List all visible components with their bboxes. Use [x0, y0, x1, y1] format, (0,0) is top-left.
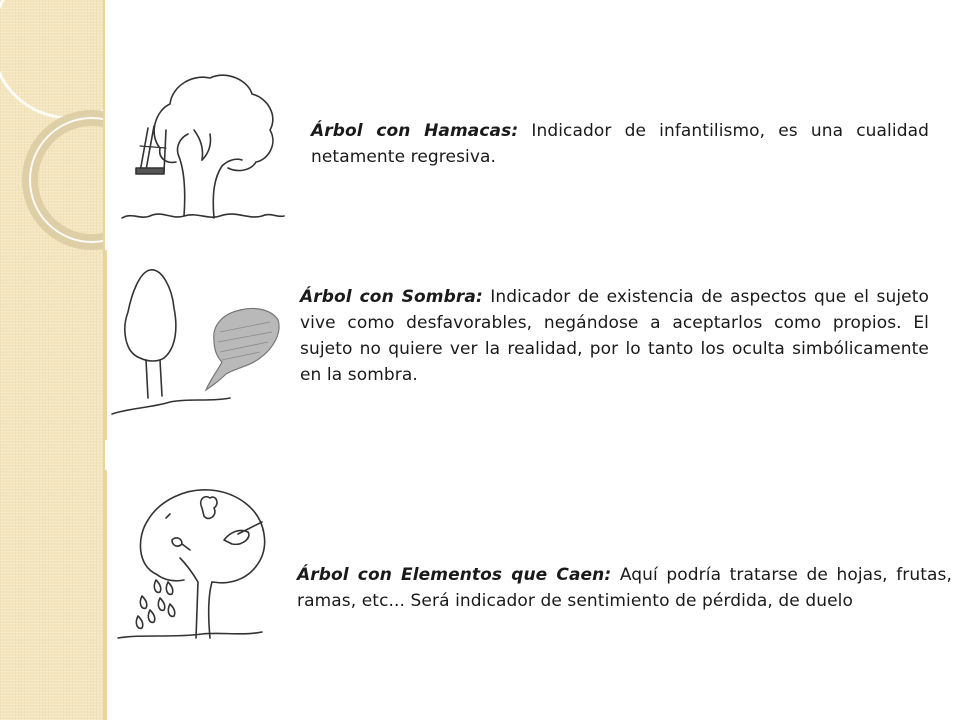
tree-with-falling-elements-drawing: [112, 478, 282, 648]
tree-with-shadow-drawing: [110, 262, 290, 422]
decorative-side-strip: [0, 0, 106, 720]
strip-edge-highlight: [105, 440, 107, 470]
entry-tree-with-shadow: [300, 284, 929, 388]
entry-tree-with-swing: [311, 118, 929, 170]
decorative-rings: [0, 0, 106, 720]
entry-description: Aquí podría tratarse de hojas, frutas, ramas, etc... Será indicador de sentimiento de pérdida, de duelo: [297, 565, 952, 611]
entry-description: Indicador de infantilismo, es una cualidad netamente regresiva.: [311, 121, 929, 167]
strip-edge-highlight: [105, 0, 107, 250]
tree-with-swing-drawing: [118, 68, 288, 228]
entry-tree-with-falling-elements: [297, 562, 952, 614]
entry-term: Árbol con Hamacas:: [311, 121, 519, 141]
entry-term: Árbol con Sombra:: [300, 287, 483, 307]
entry-term: Árbol con Elementos que Caen:: [297, 565, 612, 585]
entry-description: Indicador de existencia de aspectos que el sujeto vive como desfavorables, negándose a aceptarlos como propios. El sujeto no quiere ver la realidad, por lo tanto los oculta simbólicamente en la sombra.: [300, 287, 929, 385]
